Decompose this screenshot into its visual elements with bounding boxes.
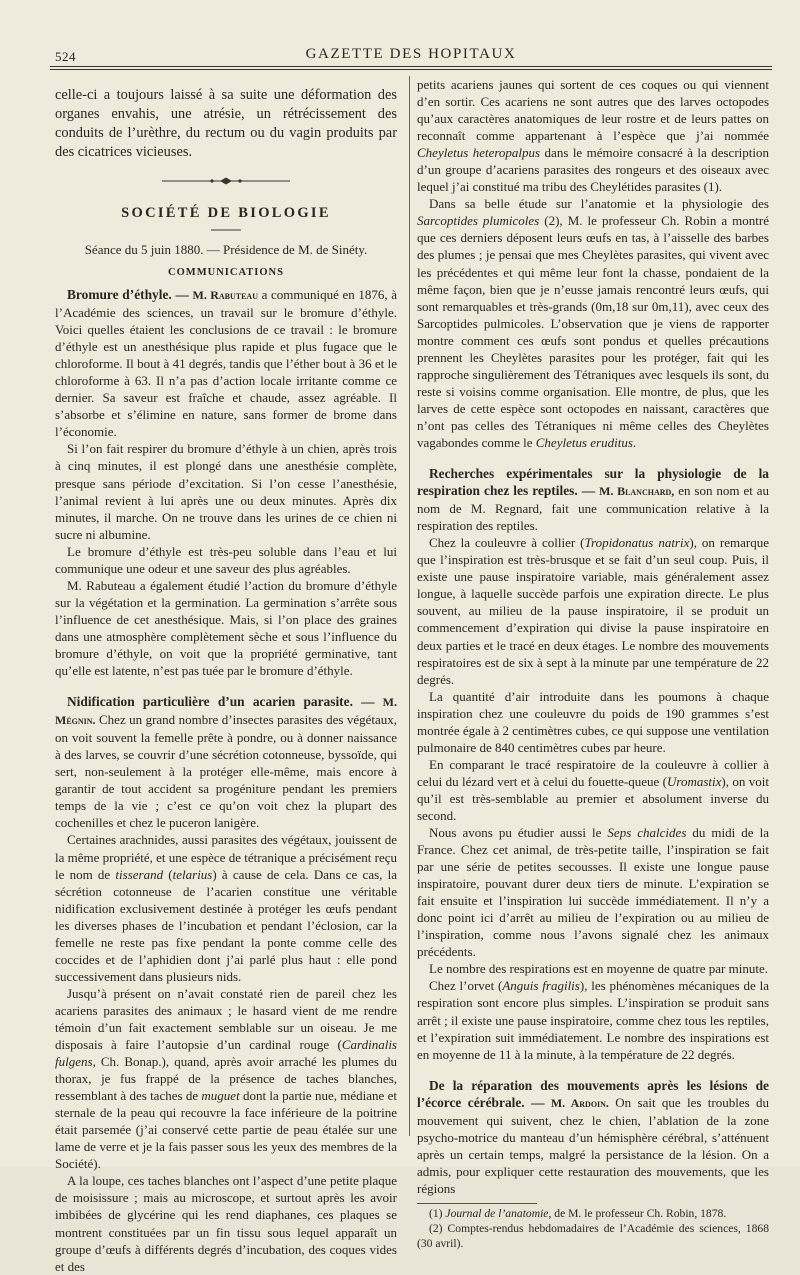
- cont-p1-italic: Cheyletus heteropalpus: [417, 145, 541, 161]
- recherches-paragraph-1: [417, 465, 769, 534]
- cont-p2-italic-2: Cheyletus eruditus: [535, 434, 633, 450]
- nid-p2-c: ) à cause de cela. Dans ce cas, la sécrétion cotonneuse de l’acarien constitue une véritable nidification exclusivement destinée à protéger les œufs pendant les diverses phases de l’incubation et pendant l’éclosion, car la femelle ne reste pas fixe pendant la ponte comme celle des coccides et de l’aphidien dont j’ai parlé plus haut : elle pond successivement dans plusieurs nids.: [55, 866, 397, 984]
- rech-p2-a: Chez la couleuvre à collier (: [429, 535, 585, 551]
- reparation-title: De la réparation des mouvements après les lésions de l’écorce cérébrale. —: [417, 1077, 769, 1110]
- fn1-b: , de M. le professeur Ch. Robin, 1878.: [548, 1207, 727, 1220]
- page-header: [50, 44, 772, 66]
- fn1-italic: Journal de l’anatomie: [445, 1207, 549, 1220]
- nid-p3-a: Jusqu’à présent on n’avait constaté rien de pareil chez les acariens parasites des animaux ; le hasard vient de me rendre témoin d’un fait exactement semblable sur un oiseau. Je me disposais à faire l’autopsie d’un cardinal rouge (: [55, 985, 397, 1053]
- rech-p7-b: ), les phénomènes mécaniques de la respiration sont encore plus simples. L’inspiration se produit sans arrêt ; il existe une pause inspiratoire, comme chez tous les reptiles, et l’expiration suit immédiatement. Le nombre des inspirations est en moyenne de 11 à la minute, à la température de 22 degrés.: [417, 978, 769, 1062]
- right-column: [417, 76, 769, 1251]
- bromure-title: Bromure d’éthyle. —: [67, 287, 189, 302]
- nidification-paragraph-4: A la loupe, ces taches blanches ont l’aspect d’une petite plaque de moisissure ; mais au microscope, et surtout après les avoir imbibées de glycérine qui les rend diaphanes, ces plaques se montrent constituées par un fin tissu sous lequel apparaît un groupe d’œufs à différents degrés d’incubation, des coques vides et des: [55, 1173, 397, 1274]
- footnote-2: (2) Comptes-rendus hebdomadaires de l’Académie des sciences, 1868 (30 avril).: [417, 1222, 769, 1250]
- recherches-text-1: en son nom et au nom de M. Regnard, fait une communication relative à la respiration des reptiles.: [417, 483, 770, 534]
- reparation-author: M. Ardoin.: [550, 1095, 609, 1110]
- nid-p3-italic-2: muguet: [201, 1088, 240, 1104]
- rech-p7-italic: Anguis fragilis: [502, 978, 580, 994]
- society-title: SOCIÉTÉ DE BIOLOGIE: [121, 205, 331, 221]
- left-column: [55, 76, 397, 1275]
- nidification-text-1: Chez un grand nombre d’insectes parasites des végétaux, on voit souvent la femelle prête à pondre, ou à donner naissance à des larves, se couvrir d’une sécrétion cotonneuse, byssoïde, qui sert, non-seulement à la protéger elle-même, mais encore à garantir de tout accident sa progéniture pendant les premiers temps de la vie ; c’est ce qu’on voit chez la plupart des cochenilles et chez le puceron lanigère.: [55, 712, 398, 831]
- bromure-paragraph-4: M. Rabuteau a également étudié l’action du bromure d’éthyle sur la végétation et la germination. La germination s’arrête sous l’influence de cet anesthésique. Mais, si l’on place des graines dans une atmosphère complètement sèche et sous l’influence du bromure d’éthyle, on voit que la propriété germinative, tant qu’elle est latente, n’est pas tuée par le bromure d’éthyle.: [55, 577, 397, 679]
- recherches-paragraph-4: [417, 756, 769, 824]
- recherches-paragraph-5: [417, 824, 769, 960]
- rech-p4-a: En comparant le tracé respiratoire de la couleuvre à collier à celui du lézard vert et à celui du fouette-queue (: [417, 756, 769, 789]
- continuation-paragraph-2: [417, 195, 769, 451]
- nid-p3-italic-1: Cardinalis fulgens: [55, 1037, 397, 1070]
- nidification-paragraph-2: [55, 831, 397, 984]
- recherches-title: Recherches expérimentales sur la physiologie de la respiration chez les reptiles. —: [417, 466, 769, 499]
- recherches-paragraph-3: La quantité d’air introduite dans les poumons à chaque inspiration chez une couleuvre du poids de 190 grammes s’est montrée égale à 2 centimètres cubes, ce qui suppose une ventilation pulmonaire de 840 centimètres cubes par heure.: [417, 688, 769, 755]
- rech-p5-italic: Seps chalcides: [607, 825, 687, 841]
- bromure-paragraph-2: Si l’on fait respirer du bromure d’éthyle à un chien, après trois à cinq minutes, il est plongé dans une anesthésie complète, presque sans période d’excitation. Si l’on cesse l’anesthésie, l’animal revient à lui après une ou deux minutes. Après dix minutes, il marche. On ne trouve dans les urines de ce chien ni sucre ni albumine.: [55, 441, 397, 542]
- fn1-a: (1): [429, 1207, 446, 1220]
- column-divider: [409, 76, 410, 1136]
- footnote-1: [417, 1206, 769, 1221]
- reparation-text-1: On sait que les troubles du mouvement qui suivent, chez le chien, l’ablation de la zone psycho-motrice du manteau d’un hémisphère cérébral, s’atténuent après un certain temps, malgré la persistance de la lésion. On a admis, pour expliquer cette restauration des mouvements, que les régions: [417, 1094, 770, 1196]
- recherches-paragraph-6: Le nombre des respirations est en moyenne de quatre par minute.: [429, 961, 768, 977]
- nidification-paragraph-3: [55, 985, 397, 1173]
- nid-p2-italic-1: tisserand: [115, 866, 164, 882]
- running-title: GAZETTE DES HOPITAUX: [305, 46, 517, 62]
- recherches-author: M. Blanchard,: [599, 484, 675, 499]
- nid-p3-b: , Ch. Bonap.), quand, après avoir arraché les plumes du thorax, je fus frappé de la présence de taches blanches, ressemblant à des taches de: [55, 1054, 397, 1104]
- bromure-text-1: a communiqué en 1876, à l’Académie des sciences, un travail sur le bromure d’éthyle. Voici quelles étaient les conclusions de ce travail : le bromure d’éthyle est un anesthésique plus rapide et plus fugace que le chloroforme. Il bout à 41 degrés, tandis que l’éther bout à 36 et le chloroforme à 63. Il n’a pas d’action locale irritante comme ce dernier. Sa saveur est fraîche et chaude, assez agréable. Il s’absorbe et s’élimine en nature, sans former de brome dans l’économie.: [55, 287, 398, 440]
- cont-p2-b: (2), M. le professeur Ch. Robin a montré que ces derniers déposent leurs œufs en tas, à l’aisselle des barbes des plumes ; je pensai que mes Cheylètes parasites, qui vivent avec les précédentes et qui même leur font la chasse, pondaient de la même façon, bien que je n’eusse jamais rencontré leurs œufs, qui sont remarquables et très-grands (0m,18 sur 0m,11), avec ceux des Sarcoptides pulmicoles. L’observation que je viens de rapporter montre comment ces œufs sont pondus et quelles précautions prennent les Cheylètes parasites pour les protéger, fait qui les rapproche singulièrement des Tétraniques avec lesquels ils sont, du reste si voisins comme organisation. Elle montre, de plus, que les larves de cette espèce sont octopodes en naissant, caractères que n’ont pas celles des Tétraniques ni même celles des Cheylètes vagabondes comme le: [417, 213, 769, 450]
- recherches-paragraph-2: [417, 534, 769, 687]
- header-rule: [50, 66, 772, 70]
- short-rule-icon: [211, 228, 241, 232]
- cont-p1-a: petits acariens jaunes qui sortent de ces coques ou qui viennent d’en sortir. Ces acariens ne sont autres que des larves octopodes qu’aux caractères anatomiques de leur rostre et de leurs pattes on reconnaît comme appartenant à l’espèce que j’ai nommée: [417, 77, 769, 144]
- cont-p2-c: .: [632, 434, 637, 450]
- nid-p2-b: (: [163, 866, 173, 882]
- rech-p7-a: Chez l’orvet (: [429, 978, 503, 994]
- cont-p1-b: dans le mémoire consacré à la description d’un groupe d’acariens parasites des rongeurs et des oiseaux avec lequel j’ai constitué ma tribu des Cheylétides parasites (1).: [417, 145, 769, 195]
- reparation-paragraph-1: [417, 1077, 769, 1197]
- bromure-paragraph-3: Le bromure d’éthyle est très-peu soluble dans l’eau et lui communique une odeur et une saveur des plus agréables.: [55, 543, 397, 576]
- nidification-title: Nidification particulière d’un acarien parasite. —: [67, 694, 375, 710]
- rech-p5-a: Nous avons pu étudier aussi le: [429, 825, 608, 841]
- footnote-rule: [417, 1203, 537, 1204]
- rech-p2-b: ), on remarque que l’inspiration est très-brusque et se fait d’un seul coup. Puis, il existe une pause inspiratoire variable, mais généralement assez longue, à laquelle succède parfois une expiration directe. Le plus souvent, au milieu de la pause inspiratoire, il se produit un commencement d’expiration qui divise la pause inspiratoire en deux parties et le tracé en deux étages. Le nombre des mouvements respiratoires est de six à sept à la minute par une température de 22 degrés.: [417, 535, 769, 687]
- intro-paragraph: celle-ci a toujours laissé à sa suite une déformation des organes envahis, une atrésie, un rétrécissement des conduits de l’urèthre, du rectum ou du vagin produits par des cicatrices vicieuses.: [55, 87, 397, 160]
- nid-p3-c: dont la partie nue, médiane et sternale de la peau qui recouvre la face inférieure de la poitrine était parsemée (j’ai conservé cette partie de peau étalée sur une lame de verre et je la fais passer sous les yeux des membres de la Société).: [55, 1088, 397, 1172]
- nid-p2-italic-2: telarius: [172, 866, 213, 882]
- bromure-author: M. Rabuteau: [192, 288, 258, 302]
- session-line: Séance du 5 juin 1880. — Présidence de M. de Sinéty.: [84, 242, 368, 257]
- ornamental-rule-icon: [156, 176, 296, 186]
- bromure-paragraph-1: [55, 286, 397, 440]
- rech-p4-b: ), on voit qu’il est très-semblable au premier et absolument inverse du second.: [417, 773, 769, 823]
- nidification-paragraph-1: [55, 693, 397, 831]
- recherches-paragraph-7: [417, 977, 769, 1062]
- nid-p2-a: Certaines arachnides, aussi parasites des végétaux, jouissent de la même propriété, et une espèce de tétranique a précisément reçu le nom de: [55, 832, 397, 882]
- cont-p2-a: Dans sa belle étude sur l’anatomie et la physiologie des: [429, 196, 769, 212]
- nidification-author: M. Mégnin.: [55, 695, 397, 728]
- communications-heading: COMMUNICATIONS: [168, 267, 284, 278]
- rech-p5-b: du midi de la France. Chez cet animal, de très-petite taille, l’inspiration se fait par une série de petites secousses. Il existe une longue pause inspiratoire, pouvant durer deux tiers de minute. L’expiration se fait ensuite et l’inspiration lui succède immédiatement. Il n’y a donc point ici d’arrêt au milieu de l’expiration ou au milieu de l’inspiration, comme nous l’avons signalé chez les animaux précédents.: [417, 825, 769, 960]
- rech-p4-italic: Uromastix: [667, 773, 722, 789]
- rech-p2-italic: Tropidonatus natrix: [584, 535, 690, 551]
- cont-p2-italic-1: Sarcoptides plumicoles: [417, 213, 540, 229]
- continuation-paragraph-1: [417, 76, 769, 195]
- page-number: 524: [55, 49, 76, 64]
